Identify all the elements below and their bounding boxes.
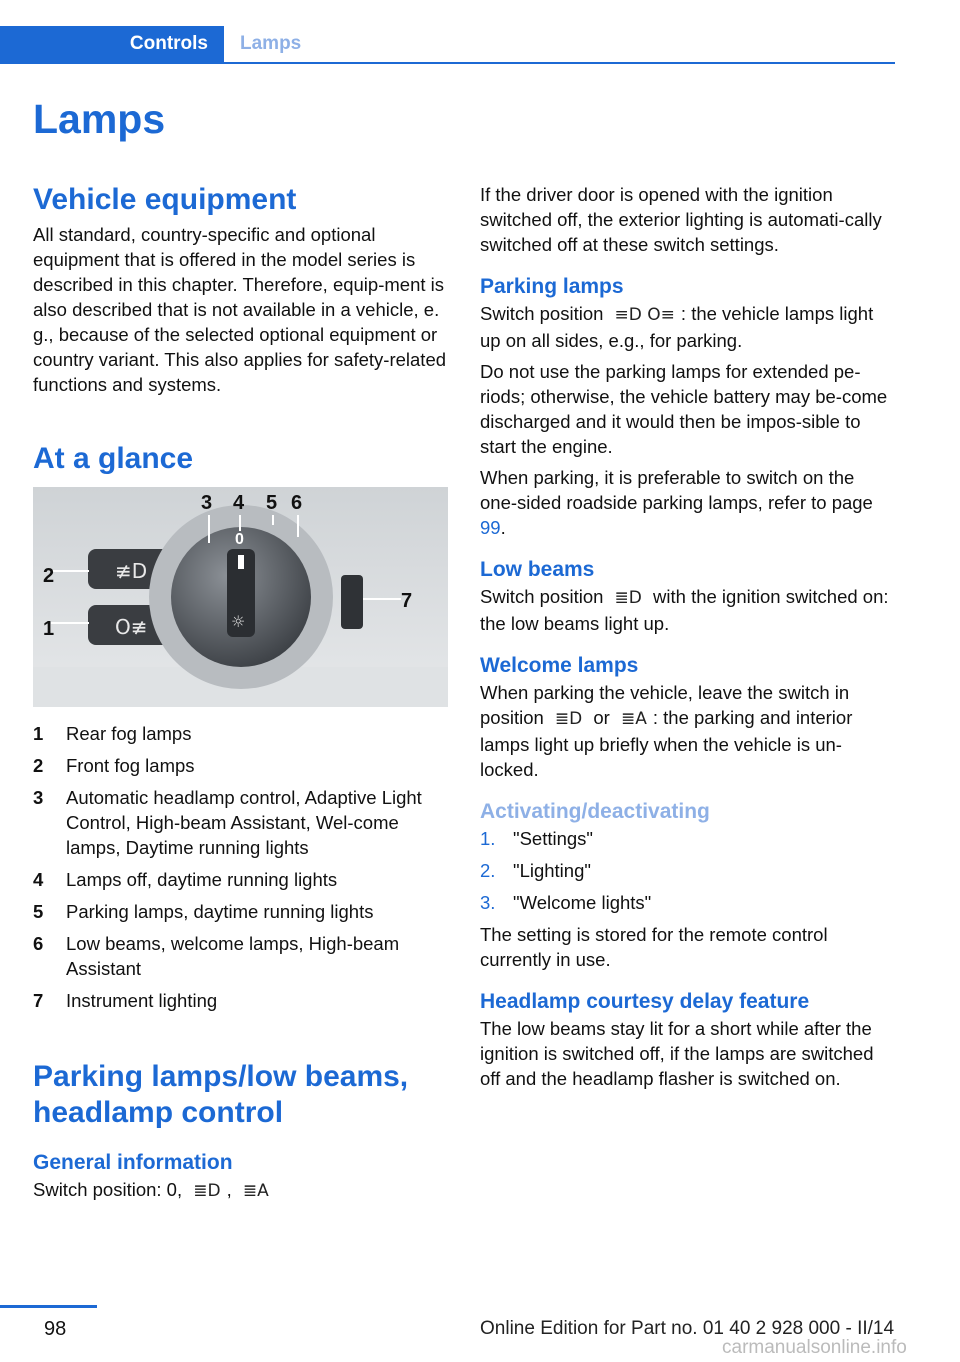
remote-control-note: The setting is stored for the remote control currently in use. — [480, 924, 828, 970]
low-beam-icon: ≣D — [554, 709, 583, 729]
heading-courtesy-delay: Headlamp courtesy delay feature — [480, 990, 810, 1013]
courtesy-delay-text: The low beams stay lit for a short while after the ignition is switched off, if the lamps are switched off and the headlamp flasher is switched on. — [480, 1018, 874, 1089]
list-item: 1. "Settings" — [480, 828, 593, 849]
page-number: 98 — [44, 1318, 67, 1340]
legend-item: 3 Automatic headlamp control, Adaptive Light Control, High-beam Assistant, Wel-come lamps, Daytime running lights — [33, 787, 422, 858]
heading-welcome-lamps: Welcome lamps — [480, 654, 639, 677]
low-beam-icon: ≣D — [614, 588, 642, 608]
heading-low-beams: Low beams — [480, 558, 595, 581]
legend-item: 4 Lamps off, daytime running lights — [33, 869, 338, 890]
legend-item: 6 Low beams, welcome lamps, High-beam Assistant — [33, 933, 400, 979]
callout-3: 3 — [201, 492, 213, 514]
low-beam-icon: ≣D — [193, 1181, 221, 1201]
heading-at-a-glance: At a glance — [33, 442, 194, 475]
list-item: 3. "Welcome lights" — [480, 892, 652, 913]
rear-fog-icon: O≢ — [115, 615, 148, 639]
heading-parking-lamps: Parking lamps — [480, 275, 624, 298]
tab-lamps[interactable]: Lamps — [240, 33, 302, 54]
callout-1: 1 — [43, 618, 55, 640]
low-beams-text: Switch position ≣D with the ignition switched on: the low beams light up. — [480, 586, 889, 634]
parking-lamps-warning: Do not use the parking lamps for extended pe-riods; otherwise, the vehicle battery may be-come discharged and it would then be impos-sible to start the engine. — [480, 361, 888, 457]
watermark: carmanualsonline.info — [722, 1337, 907, 1358]
callout-7: 7 — [401, 590, 413, 612]
edition-note: Online Edition for Part no. 01 40 2 928 000 - II/14 — [480, 1318, 895, 1339]
welcome-lamps-text: When parking the vehicle, leave the switch in position ≣D or ≣A : the parking and interior lamps light up briefly when the vehicle is un-locked. — [480, 682, 853, 780]
left-column — [33, 182, 448, 1210]
dial-zero-label: 0 — [235, 531, 244, 548]
switch-position-text: Switch position: 0, ≣D , ≣A — [33, 1177, 448, 1204]
light-switch-figure — [33, 487, 448, 707]
page-title: Lamps — [33, 96, 166, 142]
figure-legend — [33, 721, 448, 1013]
parking-lamps-icon: ≡D O≡ — [614, 305, 675, 325]
heading-activating-deactivating: Activating/deactivating — [480, 800, 710, 823]
auto-headlamp-icon: ≣A — [620, 709, 647, 729]
instrument-dimmer — [341, 575, 363, 629]
right-column — [480, 182, 895, 1097]
legend-item: 5 Parking lamps, daytime running lights — [33, 901, 374, 922]
heading-vehicle-equipment: Vehicle equipment — [33, 183, 297, 216]
front-fog-icon: ≢D — [115, 559, 148, 583]
driver-door-text: If the driver door is opened with the ignition switched off, the exterior lighting is automati-cally switched off at these switch settings. — [480, 184, 882, 255]
callout-5: 5 — [266, 492, 278, 514]
parking-lamps-text: Switch position ≡D O≡ : the vehicle lamps light up on all sides, e.g., for parking. — [480, 303, 874, 351]
page-link-99[interactable]: 99 — [480, 517, 501, 538]
activation-steps — [480, 826, 895, 915]
footer-rule — [0, 1305, 97, 1308]
heading-parking-low-beams: Parking lamps/low beams, headlamp control — [33, 1060, 409, 1129]
instrument-light-icon: ☼ — [231, 612, 246, 631]
heading-general-information: General information — [33, 1151, 233, 1174]
tab-controls[interactable]: Controls — [0, 26, 224, 62]
callout-2: 2 — [43, 565, 55, 587]
legend-item: 1 Rear fog lamps — [33, 723, 192, 744]
legend-item: 2 Front fog lamps — [33, 755, 195, 776]
auto-headlamp-icon: ≣A — [242, 1181, 269, 1201]
light-switch-illustration — [33, 487, 448, 707]
header-bar — [0, 26, 895, 64]
callout-6: 6 — [291, 492, 303, 514]
list-item: 2. "Lighting" — [480, 860, 591, 881]
callout-4: 4 — [233, 492, 245, 514]
legend-item: 7 Instrument lighting — [33, 990, 218, 1011]
vehicle-equipment-text: All standard, country-specific and optional equipment that is offered in the model series is described in this chapter. Therefore, equip-ment is also described that is not available in a vehicle, e. g., because of the selected optional equipment or country variant. This also applies for safety-related functions and systems. — [33, 224, 447, 395]
parking-lamps-hint: When parking, it is preferable to switch on the one-sided roadside parking lamps, refer to page 99. — [480, 467, 873, 538]
